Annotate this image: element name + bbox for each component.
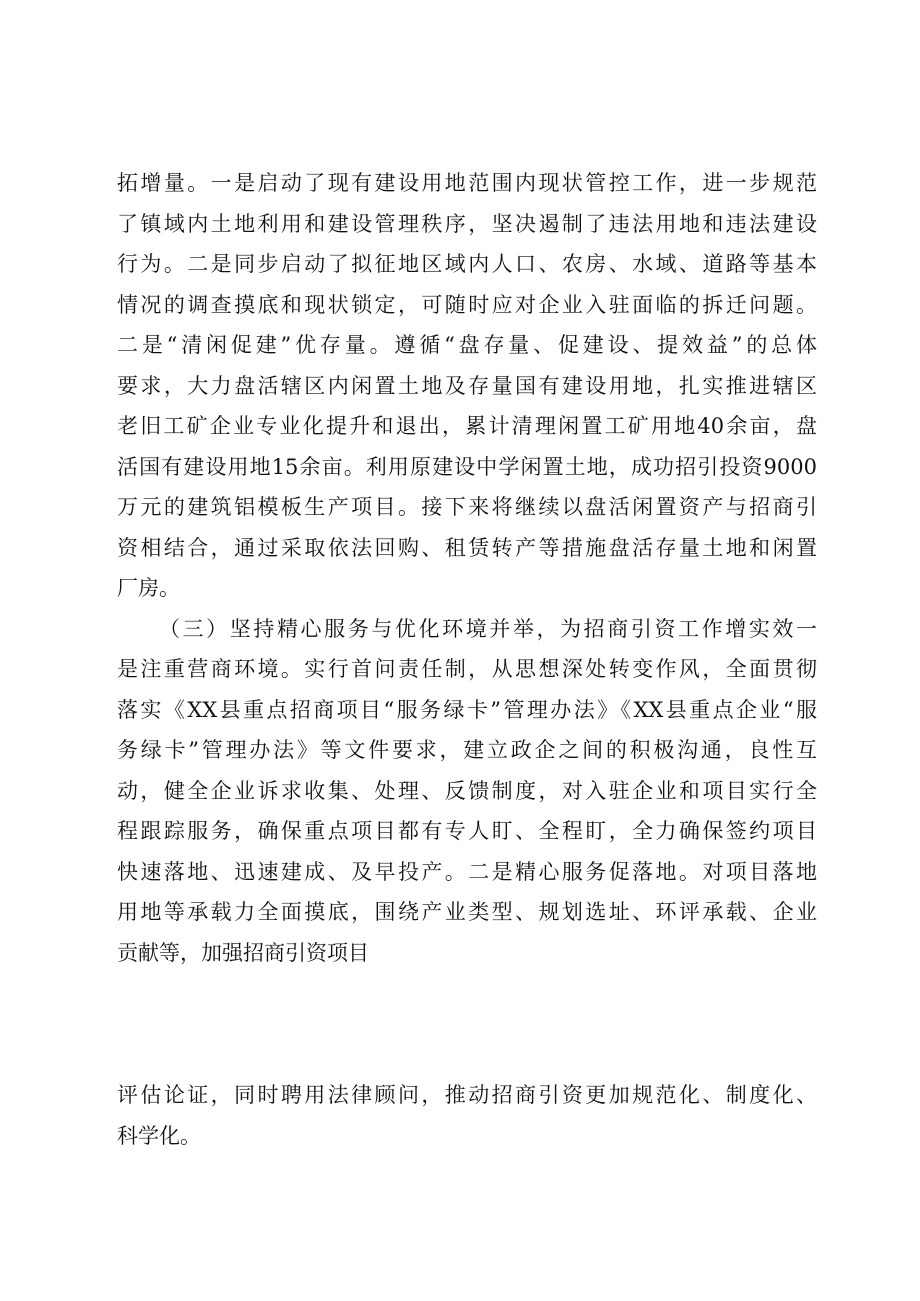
text-line: 贡献等，加强招商引资项目: [117, 940, 369, 965]
text-line: 务绿卡”管理办法》等文件要求，建立政企之间的积极沟通，良性互: [117, 738, 817, 762]
text-line: 拓增量。一是启动了现有建设用地范围内现状管控工作，进一步规范: [117, 171, 817, 195]
text-line: 了镇域内土地利用和建设管理秩序，坚决遏制了违法用地和违法建设: [117, 211, 817, 236]
text-line: 二是“清闲促建”优存量。遵循“盘存量、促建设、提效益”的总体: [117, 333, 817, 357]
text-line: 资相结合，通过采取依法回购、租赁转产等措施盘活存量土地和闲置: [117, 535, 817, 560]
text-line: 科学化。: [117, 1123, 201, 1148]
text-line: 动，健全企业诉求收集、处理、反馈制度，对入驻企业和项目实行全: [117, 778, 817, 803]
body-text-main: [117, 163, 817, 973]
text-line: 行为。二是同步启动了拟征地区域内人口、农房、水域、道路等基本: [117, 252, 817, 276]
text-line: 快速落地、迅速建成、及早投产。二是精心服务促落地。对项目落地: [117, 859, 817, 884]
text-line: 用地等承载力全面摸底，围绕产业类型、规划选址、环评承载、企业: [117, 900, 817, 924]
text-line: 评估论证，同时聘用法律顾问，推动招商引资更加规范化、制度化、: [117, 1083, 817, 1107]
body-text-tail: [117, 1075, 817, 1156]
text-line: 是注重营商环境。实行首问责任制，从思想深处转变作风，全面贯彻: [117, 657, 817, 681]
text-line: 活国有建设用地15余亩。利用原建设中学闲置土地，成功招引投资9000: [117, 454, 817, 479]
text-line: 程跟踪服务，确保重点项目都有专人盯、全程盯，全力确保签约项目: [117, 819, 817, 843]
text-line: 老旧工矿企业专业化提升和退出，累计清理闲置工矿用地40余亩，盘: [117, 414, 817, 438]
section-heading-line: （三）坚持精心服务与优化环境并举，为招商引资工作增实效一: [159, 616, 817, 641]
text-line: 要求，大力盘活辖区内闲置土地及存量国有建设用地，扎实推进辖区: [117, 373, 817, 398]
text-line: 落实《XX县重点招商项目“服务绿卡”管理办法》《XX县重点企业“服: [117, 697, 817, 722]
text-line: 情况的调查摸底和现状锁定，可随时应对企业入驻面临的拆迁问题。: [117, 292, 817, 317]
text-line: 厂房。: [117, 576, 180, 600]
text-line: 万元的建筑铝模板生产项目。接下来将继续以盘活闲置资产与招商引: [117, 495, 817, 519]
